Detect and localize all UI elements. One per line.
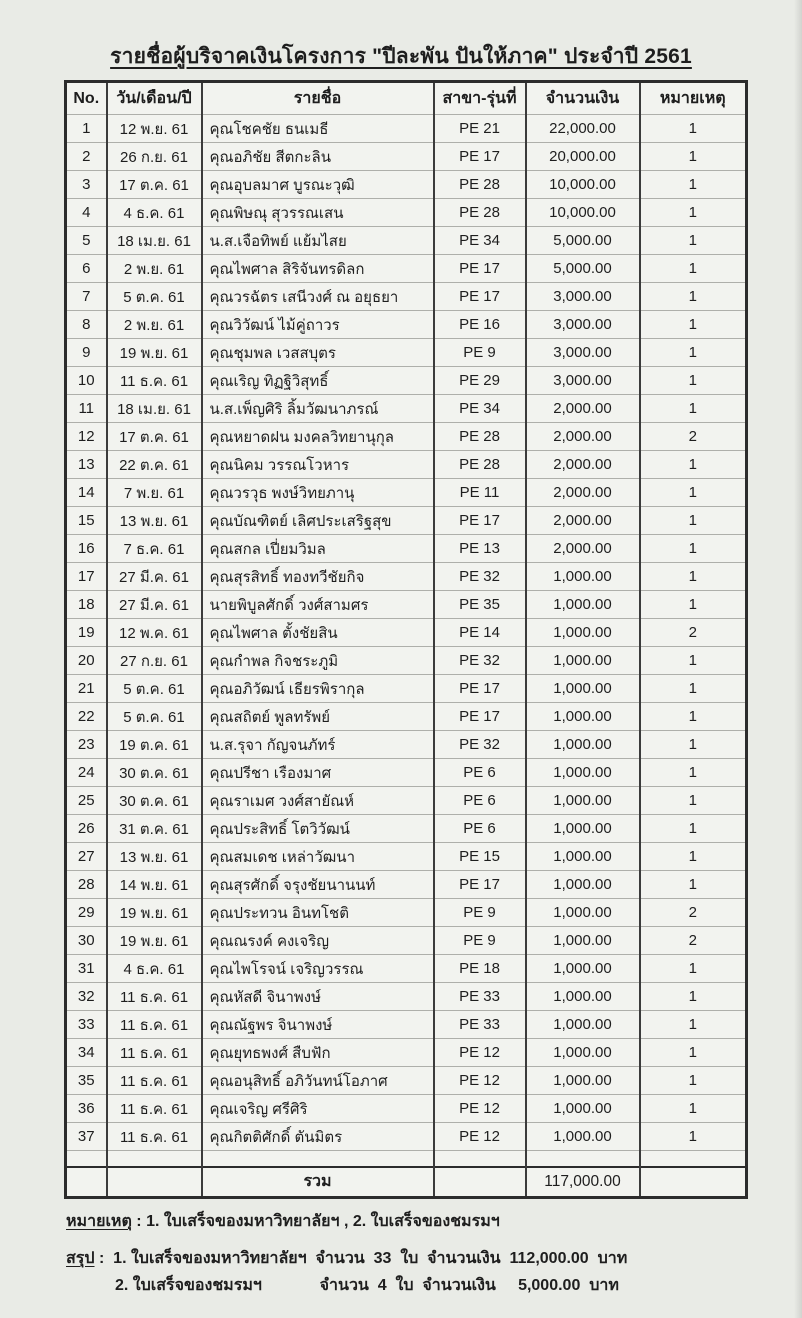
row-remark: 1: [640, 1067, 747, 1095]
row-remark: 1: [640, 507, 747, 535]
row-branch: PE 28: [434, 171, 526, 199]
row-no: 3: [66, 171, 107, 199]
row-amount: 3,000.00: [526, 311, 640, 339]
row-date: 2 พ.ย. 61: [107, 255, 202, 283]
row-no: 8: [66, 311, 107, 339]
row-amount: 2,000.00: [526, 423, 640, 451]
row-amount: 2,000.00: [526, 395, 640, 423]
table-row: [66, 1067, 747, 1095]
scan-edge-shadow: [794, 0, 802, 1318]
row-branch: PE 17: [434, 871, 526, 899]
row-amount: 1,000.00: [526, 787, 640, 815]
remark-label: หมายเหตุ: [66, 1213, 132, 1230]
col-header-name: รายชื่อ: [202, 82, 434, 115]
row-amount: 2,000.00: [526, 535, 640, 563]
row-amount: 1,000.00: [526, 563, 640, 591]
row-remark: 1: [640, 843, 747, 871]
row-name: คุณหัสดี จินาพงษ์: [202, 983, 434, 1011]
row-remark: 1: [640, 199, 747, 227]
row-branch: PE 17: [434, 507, 526, 535]
row-amount: 1,000.00: [526, 703, 640, 731]
row-date: 12 พ.ย. 61: [107, 115, 202, 143]
summary-text-1: : 1. ใบเสร็จของมหาวิทยาลัยฯ จำนวน 33 ใบ จำนวนเงิน 112,000.00 บาท: [94, 1250, 628, 1267]
row-amount: 10,000.00: [526, 199, 640, 227]
row-no: 2: [66, 143, 107, 171]
table-row: [66, 143, 747, 171]
row-no: 22: [66, 703, 107, 731]
row-amount: 3,000.00: [526, 283, 640, 311]
row-amount: 10,000.00: [526, 171, 640, 199]
row-date: 18 เม.ย. 61: [107, 395, 202, 423]
table-row: [66, 787, 747, 815]
row-amount: 2,000.00: [526, 507, 640, 535]
row-branch: PE 17: [434, 703, 526, 731]
row-remark: 1: [640, 479, 747, 507]
row-remark: 1: [640, 1039, 747, 1067]
table-row: [66, 115, 747, 143]
row-remark: 1: [640, 367, 747, 395]
row-name: คุณสุรศักดิ์ จรุงชัยนานนท์: [202, 871, 434, 899]
row-branch: PE 17: [434, 283, 526, 311]
row-branch: PE 28: [434, 451, 526, 479]
row-remark: 2: [640, 423, 747, 451]
col-header-no: No.: [66, 82, 107, 115]
row-amount: 1,000.00: [526, 1039, 640, 1067]
row-branch: PE 29: [434, 367, 526, 395]
row-name: คุณบัณฑิตย์ เลิศประเสริฐสุข: [202, 507, 434, 535]
row-date: 5 ต.ค. 61: [107, 283, 202, 311]
row-no: 6: [66, 255, 107, 283]
table-row: [66, 899, 747, 927]
remark-note: [66, 1212, 758, 1232]
row-date: 14 พ.ย. 61: [107, 871, 202, 899]
row-date: 27 ก.ย. 61: [107, 647, 202, 675]
row-no: 32: [66, 983, 107, 1011]
row-branch: PE 12: [434, 1095, 526, 1123]
row-branch: PE 12: [434, 1123, 526, 1151]
row-no: 11: [66, 395, 107, 423]
row-name: น.ส.เจือทิพย์ แย้มไสย: [202, 227, 434, 255]
summary-line-2: [66, 1276, 758, 1296]
row-date: 19 พ.ย. 61: [107, 927, 202, 955]
row-name: คุณไพศาล สิริจันทรดิลก: [202, 255, 434, 283]
row-name: น.ส.รุจา กัญจนภัทร์: [202, 731, 434, 759]
row-date: 7 พ.ย. 61: [107, 479, 202, 507]
row-no: 31: [66, 955, 107, 983]
row-remark: 1: [640, 339, 747, 367]
row-name: คุณสถิตย์ พูลทรัพย์: [202, 703, 434, 731]
row-branch: PE 12: [434, 1039, 526, 1067]
row-no: 34: [66, 1039, 107, 1067]
row-amount: 1,000.00: [526, 731, 640, 759]
row-amount: 1,000.00: [526, 1067, 640, 1095]
row-date: 27 มี.ค. 61: [107, 563, 202, 591]
row-remark: 1: [640, 787, 747, 815]
row-no: 13: [66, 451, 107, 479]
row-date: 11 ธ.ค. 61: [107, 1039, 202, 1067]
row-remark: 1: [640, 1123, 747, 1151]
table-row: [66, 451, 747, 479]
row-branch: PE 18: [434, 955, 526, 983]
row-name: คุณอุบลมาศ บูรณะวุฒิ: [202, 171, 434, 199]
remark-text: : 1. ใบเสร็จของมหาวิทยาลัยฯ , 2. ใบเสร็จของชมรมฯ: [131, 1213, 500, 1230]
row-amount: 1,000.00: [526, 675, 640, 703]
row-branch: PE 17: [434, 143, 526, 171]
row-date: 31 ต.ค. 61: [107, 815, 202, 843]
row-branch: PE 6: [434, 759, 526, 787]
row-no: 25: [66, 787, 107, 815]
row-branch: PE 21: [434, 115, 526, 143]
row-remark: 1: [640, 675, 747, 703]
row-no: 23: [66, 731, 107, 759]
row-no: 26: [66, 815, 107, 843]
row-remark: 1: [640, 115, 747, 143]
row-amount: 3,000.00: [526, 367, 640, 395]
row-date: 30 ต.ค. 61: [107, 759, 202, 787]
table-row: [66, 843, 747, 871]
row-no: 29: [66, 899, 107, 927]
summary-note: [66, 1249, 758, 1296]
row-remark: 1: [640, 1095, 747, 1123]
table-row: [66, 647, 747, 675]
table-row: [66, 395, 747, 423]
table-row: [66, 983, 747, 1011]
row-no: 9: [66, 339, 107, 367]
row-branch: PE 6: [434, 815, 526, 843]
total-label: รวม: [202, 1167, 434, 1198]
row-name: คุณประทวน อินทโชติ: [202, 899, 434, 927]
row-remark: 2: [640, 619, 747, 647]
row-name: คุณอนุสิทธิ์ อภิวันทน์โอภาศ: [202, 1067, 434, 1095]
row-amount: 1,000.00: [526, 983, 640, 1011]
row-amount: 1,000.00: [526, 619, 640, 647]
row-date: 11 ธ.ค. 61: [107, 1095, 202, 1123]
row-amount: 1,000.00: [526, 955, 640, 983]
row-date: 4 ธ.ค. 61: [107, 199, 202, 227]
row-amount: 22,000.00: [526, 115, 640, 143]
row-name: คุณประสิทธิ์ โตวิวัฒน์: [202, 815, 434, 843]
row-date: 7 ธ.ค. 61: [107, 535, 202, 563]
row-amount: 2,000.00: [526, 479, 640, 507]
row-name: คุณโชคชัย ธนเมธี: [202, 115, 434, 143]
row-remark: 1: [640, 955, 747, 983]
row-no: 1: [66, 115, 107, 143]
row-branch: PE 28: [434, 423, 526, 451]
row-branch: PE 14: [434, 619, 526, 647]
row-name: คุณสุรสิทธิ์ ทองทวีชัยกิจ: [202, 563, 434, 591]
row-date: 17 ต.ค. 61: [107, 423, 202, 451]
summary-label: สรุป: [66, 1250, 95, 1267]
row-branch: PE 34: [434, 395, 526, 423]
row-name: คุณกิตติศักดิ์ ตันมิตร: [202, 1123, 434, 1151]
row-name: คุณนิคม วรรณโวหาร: [202, 451, 434, 479]
row-no: 12: [66, 423, 107, 451]
table-row: [66, 675, 747, 703]
table-row: [66, 199, 747, 227]
row-date: 12 พ.ค. 61: [107, 619, 202, 647]
row-remark: 1: [640, 283, 747, 311]
row-name: คุณณรงค์ คงเจริญ: [202, 927, 434, 955]
row-branch: PE 35: [434, 591, 526, 619]
row-branch: PE 13: [434, 535, 526, 563]
row-amount: 3,000.00: [526, 339, 640, 367]
table-header-row: [66, 82, 747, 115]
row-no: 7: [66, 283, 107, 311]
row-branch: PE 33: [434, 1011, 526, 1039]
row-date: 13 พ.ย. 61: [107, 843, 202, 871]
row-branch: PE 11: [434, 479, 526, 507]
row-amount: 5,000.00: [526, 255, 640, 283]
row-branch: PE 9: [434, 927, 526, 955]
col-header-branch: สาขา-รุ่นที่: [434, 82, 526, 115]
row-no: 14: [66, 479, 107, 507]
row-date: 30 ต.ค. 61: [107, 787, 202, 815]
row-name: คุณวรวุธ พงษ์วิทยภานุ: [202, 479, 434, 507]
row-remark: 1: [640, 1011, 747, 1039]
col-header-remark: หมายเหตุ: [640, 82, 747, 115]
row-name: คุณกำพล กิจชระภูมิ: [202, 647, 434, 675]
row-no: 30: [66, 927, 107, 955]
table-row: [66, 171, 747, 199]
col-header-date: วัน/เดือน/ปี: [107, 82, 202, 115]
row-name: คุณปรีชา เรืองมาศ: [202, 759, 434, 787]
row-name: คุณอภิชัย สีตกะลิน: [202, 143, 434, 171]
row-no: 27: [66, 843, 107, 871]
page-title: รายชื่อผู้บริจาคเงินโครงการ "ปีละพัน ปันให้ภาค" ประจำปี 2561: [110, 45, 692, 68]
row-date: 11 ธ.ค. 61: [107, 1067, 202, 1095]
row-amount: 1,000.00: [526, 591, 640, 619]
row-amount: 1,000.00: [526, 1011, 640, 1039]
row-amount: 1,000.00: [526, 759, 640, 787]
row-remark: 1: [640, 311, 747, 339]
table-row: [66, 535, 747, 563]
row-amount: 5,000.00: [526, 227, 640, 255]
row-remark: 2: [640, 927, 747, 955]
table-row: [66, 255, 747, 283]
total-row: [66, 1167, 747, 1198]
row-branch: PE 17: [434, 675, 526, 703]
row-name: คุณสมเดช เหล่าวัฒนา: [202, 843, 434, 871]
table-row: [66, 703, 747, 731]
row-name: คุณยุทธพงศ์ สืบฟัก: [202, 1039, 434, 1067]
row-remark: 1: [640, 731, 747, 759]
table-row: [66, 227, 747, 255]
row-amount: 1,000.00: [526, 1123, 640, 1151]
row-no: 16: [66, 535, 107, 563]
row-amount: 1,000.00: [526, 1095, 640, 1123]
row-no: 28: [66, 871, 107, 899]
row-branch: PE 32: [434, 563, 526, 591]
table-row: [66, 1095, 747, 1123]
footer-notes: [66, 1212, 758, 1296]
table-row: [66, 1011, 747, 1039]
row-name: คุณเจริญ ศรีศิริ: [202, 1095, 434, 1123]
row-amount: 1,000.00: [526, 899, 640, 927]
row-date: 19 ต.ค. 61: [107, 731, 202, 759]
row-amount: 2,000.00: [526, 451, 640, 479]
row-remark: 1: [640, 703, 747, 731]
row-name: คุณวรฉัตร เสนีวงศ์ ณ อยุธยา: [202, 283, 434, 311]
table-row: [66, 507, 747, 535]
table-row: [66, 311, 747, 339]
row-name: น.ส.เพ็ญศิริ ลิ้มวัฒนาภรณ์: [202, 395, 434, 423]
row-no: 4: [66, 199, 107, 227]
row-amount: 1,000.00: [526, 843, 640, 871]
row-remark: 1: [640, 171, 747, 199]
row-amount: 1,000.00: [526, 815, 640, 843]
table-row: [66, 759, 747, 787]
row-no: 10: [66, 367, 107, 395]
total-amount: 117,000.00: [526, 1167, 640, 1198]
row-date: 19 พ.ย. 61: [107, 899, 202, 927]
row-remark: 1: [640, 815, 747, 843]
row-no: 37: [66, 1123, 107, 1151]
row-branch: PE 12: [434, 1067, 526, 1095]
table-row: [66, 1123, 747, 1151]
row-branch: PE 6: [434, 787, 526, 815]
row-name: คุณไพโรจน์ เจริญวรรณ: [202, 955, 434, 983]
row-remark: 1: [640, 255, 747, 283]
row-remark: 1: [640, 143, 747, 171]
row-branch: PE 32: [434, 647, 526, 675]
row-no: 35: [66, 1067, 107, 1095]
row-date: 5 ต.ค. 61: [107, 703, 202, 731]
row-remark: 1: [640, 563, 747, 591]
table-row: [66, 871, 747, 899]
row-date: 26 ก.ย. 61: [107, 143, 202, 171]
row-date: 19 พ.ย. 61: [107, 339, 202, 367]
row-remark: 1: [640, 395, 747, 423]
row-remark: 1: [640, 871, 747, 899]
row-no: 15: [66, 507, 107, 535]
summary-line-1: [66, 1249, 758, 1269]
row-no: 17: [66, 563, 107, 591]
table-row: [66, 283, 747, 311]
table-row: [66, 367, 747, 395]
row-no: 18: [66, 591, 107, 619]
row-branch: PE 34: [434, 227, 526, 255]
table-row: [66, 563, 747, 591]
row-name: คุณพิษณุ สุวรรณเสน: [202, 199, 434, 227]
row-date: 27 มี.ค. 61: [107, 591, 202, 619]
row-date: 4 ธ.ค. 61: [107, 955, 202, 983]
row-branch: PE 17: [434, 255, 526, 283]
row-branch: PE 16: [434, 311, 526, 339]
row-name: คุณชุมพล เวสสบุตร: [202, 339, 434, 367]
row-no: 20: [66, 647, 107, 675]
row-remark: 1: [640, 983, 747, 1011]
row-date: 11 ธ.ค. 61: [107, 367, 202, 395]
row-name: คุณเริญ ทิฏฐิวิสุทธิ์: [202, 367, 434, 395]
row-name: คุณสกล เปี่ยมวิมล: [202, 535, 434, 563]
row-date: 17 ต.ค. 61: [107, 171, 202, 199]
table-row: [66, 927, 747, 955]
table-body: [66, 115, 747, 1151]
col-header-amount: จำนวนเงิน: [526, 82, 640, 115]
table-row: [66, 815, 747, 843]
donor-table: [64, 80, 748, 1199]
summary-text-2: 2. ใบเสร็จของชมรมฯ จำนวน 4 ใบ จำนวนเงิน 5,000.00 บาท: [115, 1277, 619, 1294]
table-row: [66, 731, 747, 759]
row-branch: PE 28: [434, 199, 526, 227]
table-row: [66, 1039, 747, 1067]
row-no: 33: [66, 1011, 107, 1039]
row-name: คุณหยาดฝน มงคลวิทยานุกุล: [202, 423, 434, 451]
row-name: คุณอภิวัฒน์ เธียรพิรากุล: [202, 675, 434, 703]
row-remark: 2: [640, 899, 747, 927]
spacer-row: [66, 1151, 747, 1167]
row-no: 5: [66, 227, 107, 255]
row-branch: PE 9: [434, 899, 526, 927]
row-branch: PE 15: [434, 843, 526, 871]
row-remark: 1: [640, 591, 747, 619]
row-name: คุณณัฐพร จินาพงษ์: [202, 1011, 434, 1039]
table-row: [66, 619, 747, 647]
row-name: คุณไพศาล ตั้งชัยสิน: [202, 619, 434, 647]
table-row: [66, 591, 747, 619]
row-date: 11 ธ.ค. 61: [107, 1011, 202, 1039]
row-remark: 1: [640, 451, 747, 479]
row-no: 24: [66, 759, 107, 787]
row-remark: 1: [640, 647, 747, 675]
row-remark: 1: [640, 759, 747, 787]
row-branch: PE 33: [434, 983, 526, 1011]
row-amount: 20,000.00: [526, 143, 640, 171]
row-date: 5 ต.ค. 61: [107, 675, 202, 703]
row-remark: 1: [640, 535, 747, 563]
row-amount: 1,000.00: [526, 871, 640, 899]
row-date: 22 ต.ค. 61: [107, 451, 202, 479]
row-name: คุณวิวัฒน์ ไม้คู่ถาวร: [202, 311, 434, 339]
table-row: [66, 479, 747, 507]
row-name: นายพิบูลศักดิ์ วงศ์สามศร: [202, 591, 434, 619]
row-amount: 1,000.00: [526, 647, 640, 675]
row-branch: PE 32: [434, 731, 526, 759]
row-date: 11 ธ.ค. 61: [107, 1123, 202, 1151]
row-remark: 1: [640, 227, 747, 255]
row-date: 2 พ.ย. 61: [107, 311, 202, 339]
row-date: 11 ธ.ค. 61: [107, 983, 202, 1011]
row-name: คุณราเมศ วงศ์สายัณห์: [202, 787, 434, 815]
table-row: [66, 339, 747, 367]
table-row: [66, 955, 747, 983]
row-no: 36: [66, 1095, 107, 1123]
row-amount: 1,000.00: [526, 927, 640, 955]
row-no: 21: [66, 675, 107, 703]
row-date: 18 เม.ย. 61: [107, 227, 202, 255]
row-branch: PE 9: [434, 339, 526, 367]
row-date: 13 พ.ย. 61: [107, 507, 202, 535]
table-row: [66, 423, 747, 451]
row-no: 19: [66, 619, 107, 647]
